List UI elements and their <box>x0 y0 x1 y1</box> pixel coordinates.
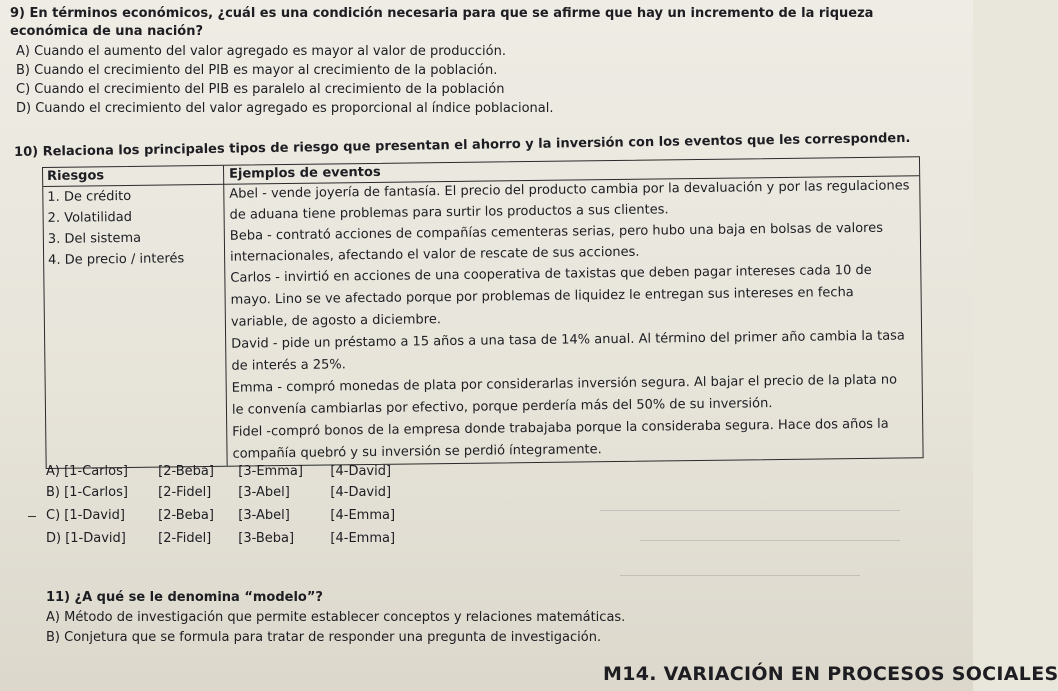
q9-option-d: D) Cuando el crecimiento del valor agregado es proporcional al índice poblacional. <box>16 101 554 116</box>
risk-item: 1. De crédito <box>47 188 132 205</box>
bleed-through <box>640 540 900 541</box>
q10-a-part4: [4-David] <box>330 464 392 479</box>
q10-d-part3: [3-Beba] <box>238 531 295 546</box>
section-footer-title: M14. VARIACIÓN EN PROCESOS SOCIALES <box>603 663 1058 685</box>
q10-b-part2: [2-Fidel] <box>158 485 212 500</box>
risk-table <box>42 156 924 469</box>
q10-c-part1: C) [1-David] <box>46 508 125 523</box>
example-line: de aduana tiene problemas para surtir los productos a sus clientes. <box>229 202 669 223</box>
q10-d-part2: [2-Fidel] <box>158 531 212 546</box>
q10-d-part4: [4-Emma] <box>330 531 396 546</box>
q10-option-b <box>46 485 391 501</box>
q10-option-d <box>46 531 395 547</box>
header-risks: Riesgos <box>47 168 105 184</box>
header-examples: Ejemplos de eventos <box>229 164 381 182</box>
q10-b-part3: [3-Abel] <box>238 485 290 500</box>
q11-title: 11) ¿A qué se le denomina “modelo”? <box>46 590 323 605</box>
risk-item: 4. De precio / interés <box>48 251 185 268</box>
q9-question-line1: 9) En términos económicos, ¿cuál es una condición necesaria para que se afirme que hay un incremento de la riqueza <box>10 6 874 21</box>
risk-item: 3. Del sistema <box>47 230 142 247</box>
q9-option-a: A) Cuando el aumento del valor agregado es mayor al valor de producción. <box>16 44 506 59</box>
q11-option-b: B) Conjetura que se formula para tratar de responder una pregunta de investigación. <box>46 630 602 645</box>
hand-mark <box>28 516 36 517</box>
q10-b-part1: B) [1-Carlos] <box>46 485 128 500</box>
example-line: le convenía cambiarlas por efectivo, porque perdería más del 50% de su inversión. <box>231 396 773 418</box>
q9-option-b: B) Cuando el crecimiento del PIB es mayor al crecimiento de la población. <box>16 63 498 78</box>
example-line: compañía quebró y su inversión se perdió íntegramente. <box>232 442 602 462</box>
bleed-through <box>620 575 860 576</box>
bleed-through <box>600 510 900 511</box>
example-line: variable, de agosto a diciembre. <box>230 312 442 330</box>
q10-option-c <box>46 508 395 524</box>
q10-c-part4: [4-Emma] <box>330 508 396 523</box>
example-line-beba: Beba - contrató acciones de compañías cementeras serias, pero hubo una baja en bolsas de valores <box>229 220 884 244</box>
example-line: internacionales, afectando el valor de rescate de sus acciones. <box>230 244 640 265</box>
q10-a-part2: [2-Beba] <box>158 464 214 479</box>
example-line-fidel: Fidel -compró bonos de la empresa donde trabajaba porque la consideraba segura. Hace dos años la <box>232 416 889 440</box>
q10-a-part3: [3-Emma] <box>238 464 303 479</box>
table-column-divider <box>223 166 228 466</box>
q10-c-part2: [2-Beba] <box>158 508 214 523</box>
q11-option-a: A) Método de investigación que permite establecer conceptos y relaciones matemáticas. <box>46 610 626 625</box>
q10-d-part1: D) [1-David] <box>46 531 126 546</box>
q9-option-c: C) Cuando el crecimiento del PIB es paralelo al crecimiento de la población <box>16 82 505 97</box>
q10-option-a <box>46 464 391 480</box>
q10-c-part3: [3-Abel] <box>238 508 290 523</box>
risk-item: 2. Volatilidad <box>47 209 133 226</box>
example-line: mayo. Lino se ve afectado porque por problemas de liquidez le entregan sus intereses en fecha <box>230 285 854 308</box>
q10-a-part1: A) [1-Carlos] <box>46 464 128 479</box>
q9-question-line2: económica de una nación? <box>10 24 204 39</box>
example-line-carlos: Carlos - invirtió en acciones de una cooperativa de taxistas que deben pagar intereses cada 10 de <box>230 262 872 286</box>
q10-b-part4: [4-David] <box>330 485 392 500</box>
example-line-abel: Abel - vende joyería de fantasía. El precio del producto cambia por la devaluación y por las regulaciones <box>229 178 910 202</box>
example-line-emma: Emma - compró monedas de plata por considerarlas inversión segura. Al bajar el precio de la plata no <box>231 372 898 396</box>
q10-title: 10) Relaciona los principales tipos de riesgo que presentan el ahorro y la inversión con los eventos que les corresponden. <box>14 130 911 160</box>
example-line-david: David - pide un préstamo a 15 años a una tasa de 14% anual. Al término del primer año cambia la tasa <box>231 328 905 352</box>
example-line: de interés a 25%. <box>231 357 346 374</box>
